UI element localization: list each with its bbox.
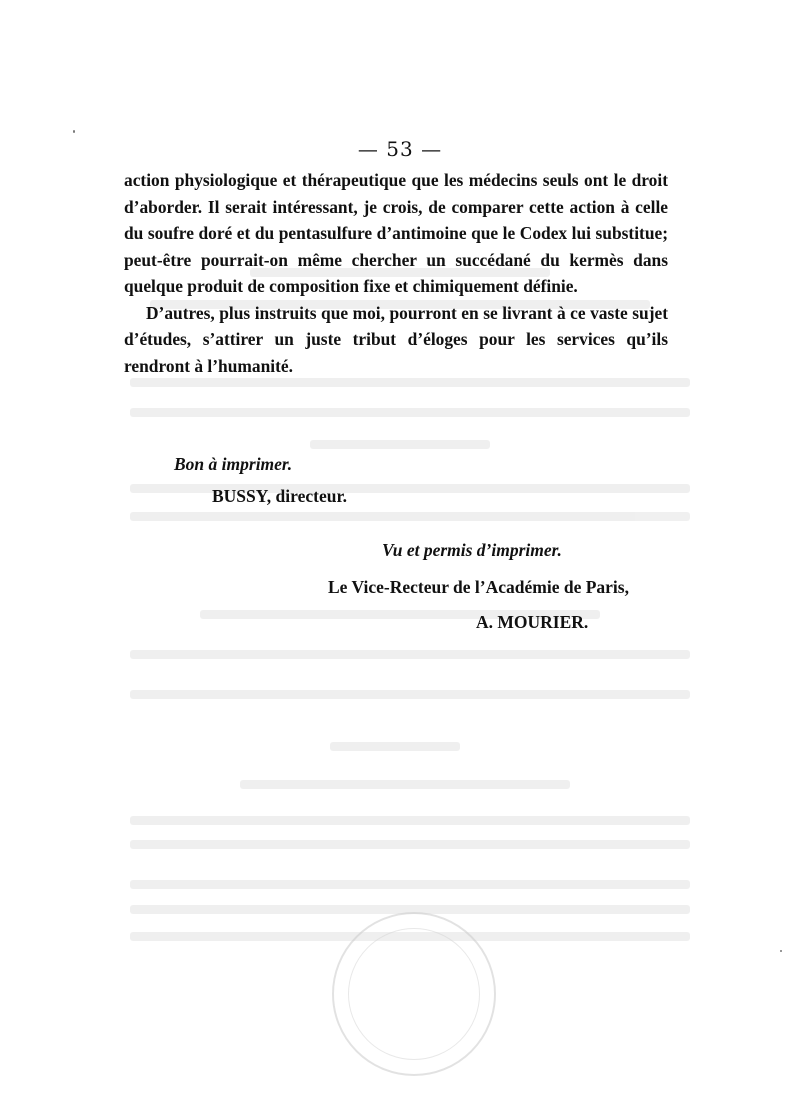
paper-speck — [780, 950, 782, 952]
director-signature: BUSSY, directeur. — [212, 486, 348, 506]
library-stamp — [332, 912, 496, 1076]
page-number: — 53 — — [357, 137, 443, 161]
paragraph: action physiologique et thérapeutique que les médecins seuls ont le droit d’aborder. Il serait intéressant, je crois, de comparer cette action à celle du soufre doré et du pentasulfure d’antimoine que le Codex lui substitue; peut-être pourrait-on même chercher un succédané du kermès dans quelque produit de composition fixe et chimiquement définie. — [124, 170, 668, 296]
paragraph: D’autres, plus instruits que moi, pourront en se livrant à ce vaste sujet d’études, s’attirer un juste tribut d’éloges pour les services qu’ils rendront à l’humanité. — [124, 302, 668, 376]
vice-rector-name: A. MOURIER. — [476, 612, 589, 632]
permit-to-print: Vu et permis d’imprimer. — [382, 540, 562, 560]
bon-a-imprimer: Bon à imprimer. — [174, 454, 293, 474]
body-text — [124, 167, 668, 379]
paper-speck — [73, 130, 75, 133]
vice-rector-title: Le Vice-Recteur de l’Académie de Paris, — [328, 577, 629, 597]
